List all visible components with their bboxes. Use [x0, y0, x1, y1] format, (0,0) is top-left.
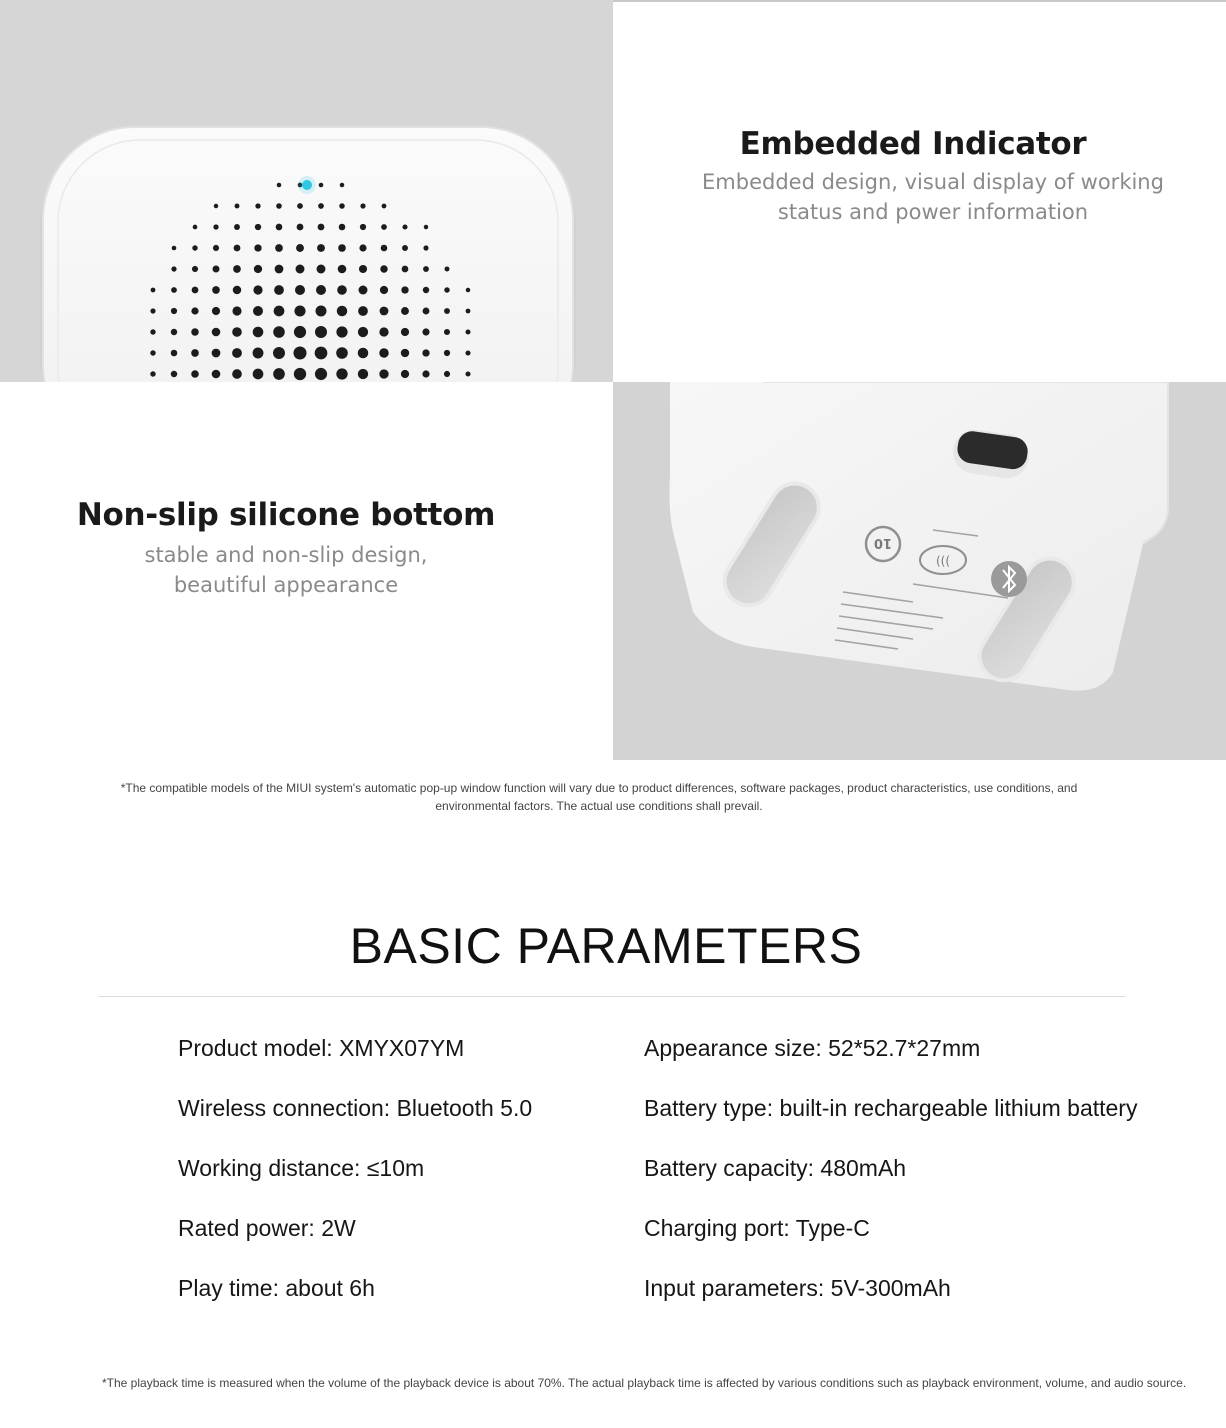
svg-text:10: 10 [873, 535, 893, 550]
bluetooth-icon [991, 561, 1027, 597]
param-appearance-size: Appearance size: 52*52.7*27mm [644, 1035, 981, 1061]
grille-hole [191, 370, 199, 378]
param-working-distance: Working distance: ≤10m [178, 1155, 425, 1181]
grille-hole [212, 286, 220, 294]
playback-footnote: *The playback time is measured when the volume of the playback device is about 70%. The actual playback time is affected by various conditions such as playback environment, volume, and audio source. [102, 1376, 1187, 1390]
bottom-desc-line-1: stable and non-slip design, [144, 543, 428, 567]
grille-hole [212, 349, 221, 358]
grille-hole [444, 287, 449, 292]
grille-hole [358, 306, 368, 316]
grille-hole [150, 350, 155, 355]
grille-hole [297, 224, 304, 231]
grille-hole [423, 266, 429, 272]
grille-hole [255, 224, 261, 230]
grille-hole [379, 327, 388, 336]
grille-hole [253, 285, 262, 294]
grille-hole [150, 329, 155, 334]
grille-hole [315, 347, 328, 360]
grille-hole [276, 203, 282, 209]
param-wireless-connection: Wireless connection: Bluetooth 5.0 [178, 1095, 533, 1121]
grille-hole [359, 265, 367, 273]
grille-hole [379, 369, 388, 378]
grille-hole [359, 244, 366, 251]
grille-hole [338, 265, 347, 274]
grille-hole [171, 350, 178, 357]
grille-hole [318, 203, 324, 209]
grille-hole [274, 306, 285, 317]
grille-hole [358, 327, 368, 337]
bottom-desc-line-2: beautiful appearance [173, 573, 399, 597]
grille-hole [317, 265, 326, 274]
grille-hole [422, 349, 429, 356]
grille-hole [316, 285, 326, 295]
grille-hole [315, 326, 327, 338]
param-product-model: Product model: XMYX07YM [178, 1035, 465, 1061]
grille-hole [401, 286, 408, 293]
grille-hole [465, 371, 470, 376]
grille-hole [213, 245, 219, 251]
grille-hole [402, 224, 407, 229]
grille-hole [339, 203, 345, 209]
grille-hole [191, 349, 199, 357]
grille-hole [358, 369, 368, 379]
grille-hole [294, 326, 306, 338]
grille-hole [171, 329, 177, 335]
grille-hole [277, 183, 282, 188]
grille-hole [444, 350, 450, 356]
grille-hole [213, 266, 220, 273]
grille-hole [213, 224, 218, 229]
grille-hole [360, 203, 365, 208]
grille-hole [232, 369, 242, 379]
grille-hole [401, 349, 409, 357]
speaker-illustration [0, 0, 613, 382]
indicator-feature-panel [613, 0, 1226, 382]
grille-hole [253, 369, 264, 380]
speaker-bottom-photo [613, 382, 1226, 760]
param-battery-type: Battery type: built-in rechargeable lithium battery [644, 1095, 1138, 1121]
grille-hole [315, 368, 327, 380]
grille-hole [233, 265, 241, 273]
grille-hole [253, 306, 263, 316]
grille-hole [336, 368, 347, 379]
grille-hole [192, 245, 197, 250]
grille-hole [232, 327, 242, 337]
grille-hole [273, 368, 285, 380]
grille-hole [424, 225, 428, 229]
grille-hole [297, 203, 303, 209]
grille-hole [358, 348, 369, 359]
bottom-feature-description [0, 540, 572, 600]
speaker-grille-photo [0, 0, 613, 382]
grille-hole [171, 266, 176, 271]
grille-hole [465, 329, 470, 334]
grille-hole [276, 224, 283, 231]
bottom-feature-panel [0, 382, 613, 760]
grille-hole [315, 305, 326, 316]
grille-hole [212, 307, 220, 315]
grille-hole [212, 328, 221, 337]
grille-hole [295, 285, 305, 295]
param-battery-capacity: Battery capacity: 480mAh [644, 1155, 907, 1181]
grille-hole [296, 265, 305, 274]
grille-hole [191, 328, 199, 336]
grille-hole [382, 204, 387, 209]
grille-hole [294, 305, 305, 316]
grille-hole [150, 308, 155, 313]
grille-hole [275, 265, 284, 274]
grille-hole [294, 368, 306, 380]
compat-note-line-2: environmental factors. The actual use conditions shall prevail. [435, 799, 763, 813]
svg-text:(((: ((( [935, 554, 951, 568]
grille-hole [401, 370, 409, 378]
grille-hole [381, 245, 388, 252]
basic-parameters-heading: BASIC PARAMETERS [349, 918, 863, 974]
param-input-parameters: Input parameters: 5V-300mAh [644, 1275, 951, 1301]
grille-hole [402, 266, 409, 273]
param-play-time: Play time: about 6h [178, 1275, 375, 1301]
compatibility-footnote [100, 779, 1098, 815]
grille-hole [380, 307, 389, 316]
grille-hole [275, 244, 283, 252]
grille-hole [466, 309, 471, 314]
grille-hole [273, 347, 285, 359]
grille-hole [191, 307, 198, 314]
grille-hole [380, 265, 387, 272]
grille-hole [465, 350, 470, 355]
grille-hole [234, 245, 241, 252]
grille-hole [401, 328, 409, 336]
grille-hole [340, 183, 344, 187]
grille-hole [466, 288, 470, 292]
grille-hole [171, 287, 177, 293]
grille-hole [444, 371, 450, 377]
grille-hole [444, 329, 450, 335]
grille-hole [338, 244, 346, 252]
grille-hole [233, 286, 241, 294]
compat-note-line-1: *The compatible models of the MIUI system's automatic pop-up window function will vary due to product differences, software packages, product characteristics, use conditions, and [120, 781, 1078, 795]
grille-hole [317, 244, 325, 252]
grille-hole [274, 285, 284, 295]
indicator-feature-description [613, 167, 1226, 227]
grille-hole [423, 245, 428, 250]
grille-hole [254, 244, 261, 251]
param-charging-port: Charging port: Type-C [644, 1215, 870, 1241]
param-rated-power: Rated power: 2W [178, 1215, 356, 1241]
grille-hole [381, 224, 387, 230]
grille-hole [379, 348, 388, 357]
grille-hole [254, 265, 262, 273]
grille-hole [423, 308, 430, 315]
grille-hole [402, 245, 408, 251]
grille-hole [235, 204, 240, 209]
grille-hole [359, 286, 368, 295]
grille-hole [253, 348, 264, 359]
grille-hole [192, 266, 198, 272]
grille-hole [192, 287, 199, 294]
grille-hole [172, 246, 177, 251]
grille-hole [150, 371, 155, 376]
grille-hole [337, 306, 348, 317]
speaker-bottom-illustration [613, 382, 1226, 760]
grille-hole [318, 224, 325, 231]
grille-hole [273, 326, 285, 338]
grille-hole [232, 348, 242, 358]
grille-hole [293, 346, 306, 359]
grille-hole [212, 370, 221, 379]
grille-hole [255, 203, 260, 208]
indicator-desc-line-2: status and power information [777, 200, 1089, 224]
grille-hole [234, 224, 240, 230]
grille-hole [339, 224, 346, 231]
section-divider [98, 996, 1126, 997]
indicator-desc-line-1: Embedded design, visual display of working [702, 170, 1164, 194]
grille-hole [380, 286, 388, 294]
grille-hole [232, 306, 241, 315]
indicator-feature-title: Embedded Indicator [739, 126, 1087, 162]
grille-hole [423, 287, 429, 293]
grille-hole [336, 347, 348, 359]
grille-hole [336, 326, 347, 337]
grille-hole [214, 204, 218, 208]
grille-hole [193, 225, 198, 230]
bottom-feature-title: Non-slip silicone bottom [76, 497, 496, 533]
grille-hole [171, 371, 178, 378]
grille-hole [171, 308, 177, 314]
grille-hole [296, 244, 304, 252]
grille-hole [360, 224, 366, 230]
grille-hole [445, 267, 450, 272]
grille-hole [151, 288, 156, 293]
grille-hole [337, 285, 347, 295]
grille-hole [444, 308, 450, 314]
grille-hole [422, 328, 429, 335]
grille-hole [319, 183, 324, 188]
grille-hole [422, 370, 429, 377]
grille-hole [401, 307, 409, 315]
grille-hole [253, 327, 264, 338]
